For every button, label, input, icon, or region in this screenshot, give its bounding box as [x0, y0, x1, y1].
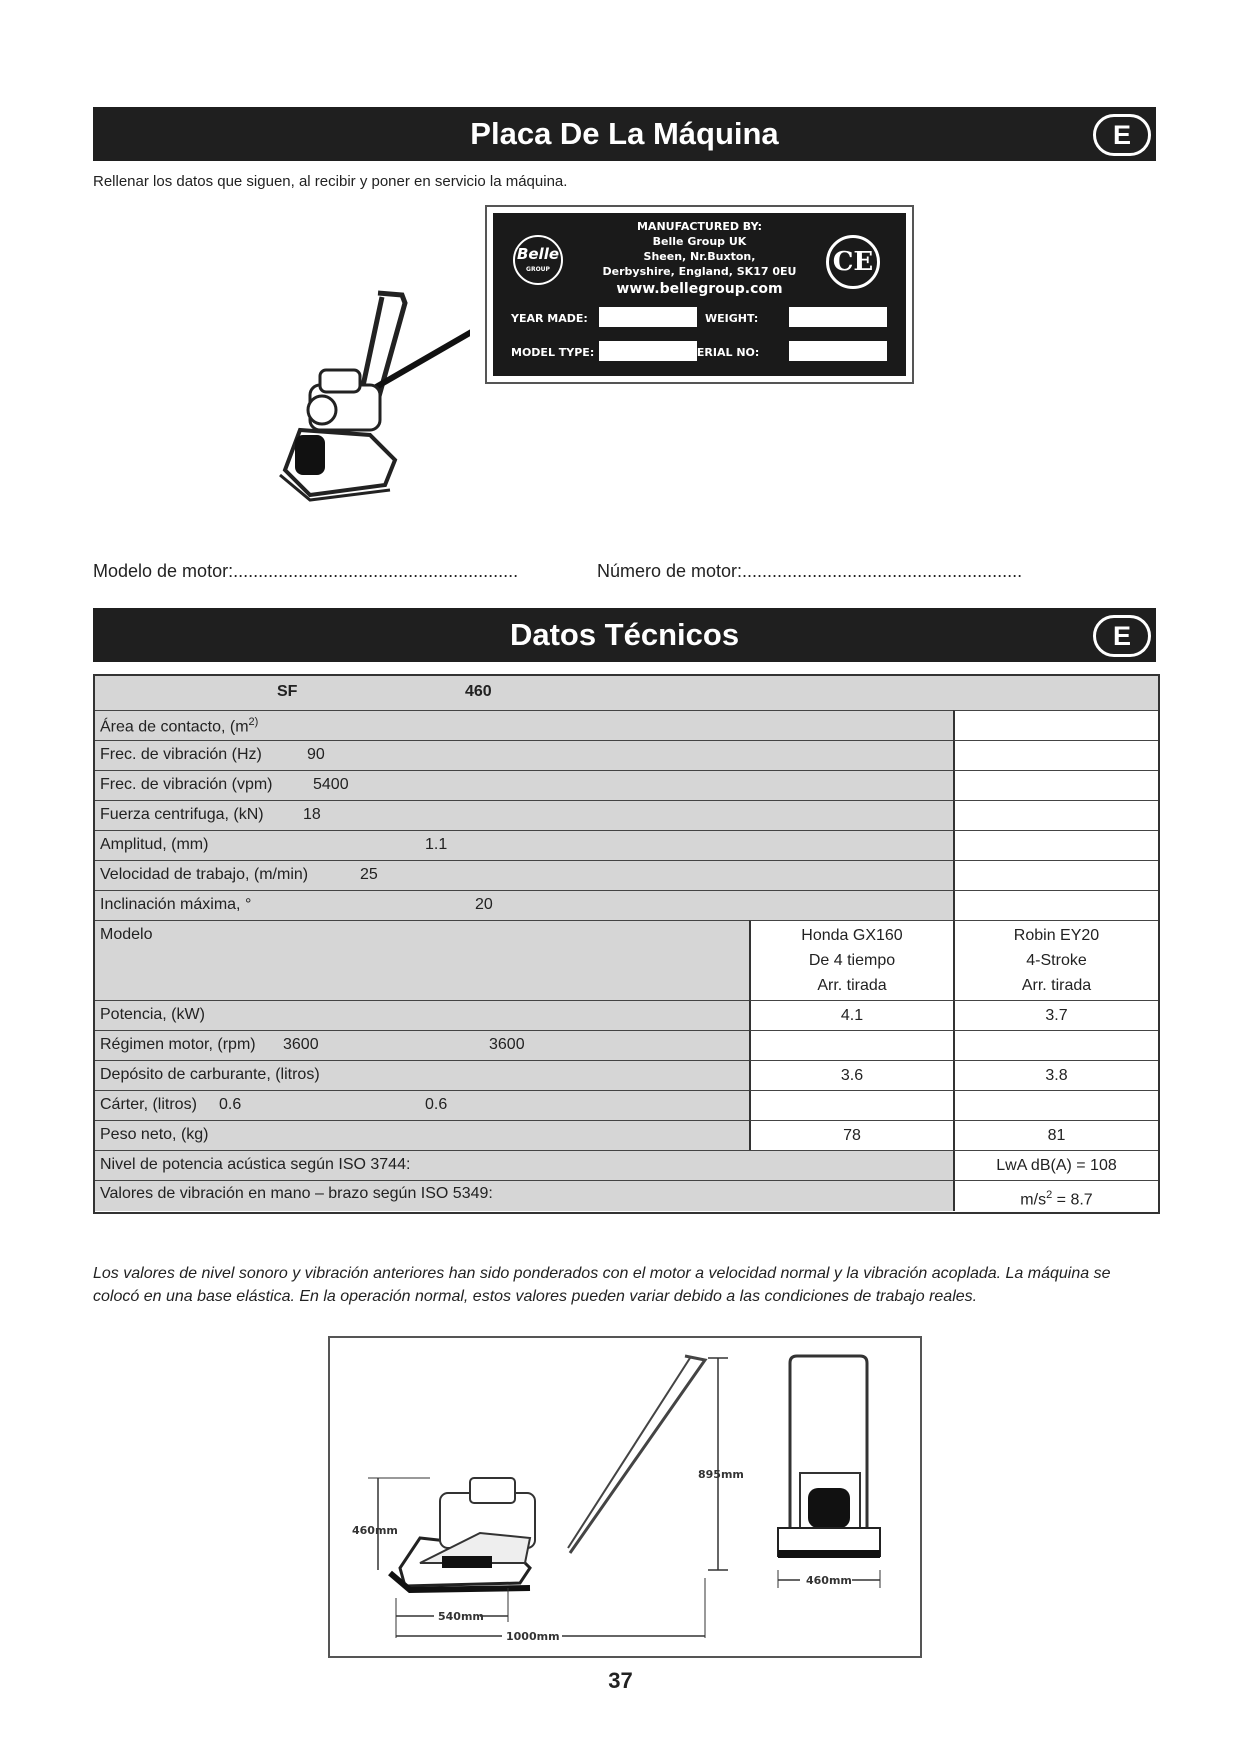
table-row-modelo: Modelo Honda GX160 De 4 tiempo Arr. tirada Robin EY20 4-Stroke Arr. tirada: [95, 920, 1158, 1001]
manufacturer-info: MANUFACTURED BY: Belle Group UK Sheen, Nr.Buxton, Derbyshire, England, SK17 0EU: [602, 220, 797, 278]
language-badge: E: [1093, 615, 1151, 657]
table-row: Fuerza centrifuga, (kN) 18: [95, 800, 1158, 831]
page-number: 37: [608, 1668, 633, 1693]
table-row: Peso neto, (kg) 78 81: [95, 1120, 1158, 1151]
weight-label: WEIGHT:: [705, 312, 759, 325]
website-text: www.bellegroup.com: [616, 281, 783, 297]
engine-number-field: Número de motor:........................................................: [597, 561, 1023, 581]
serial-no-field: [789, 341, 887, 361]
section-header-placa: [93, 107, 1156, 161]
technical-data-table: [93, 674, 1160, 1214]
language-badge: E: [1093, 114, 1151, 156]
dim-height-handle: 895mm: [698, 1468, 744, 1481]
dim-total-length: 1000mm: [506, 1630, 560, 1643]
table-row: Velocidad de trabajo, (m/min) 25: [95, 860, 1158, 891]
table-row: Valores de vibración en mano – brazo según ISO 5349: $m/s^2 = 8.7$: [95, 1180, 1158, 1211]
dimensions-drawing: [330, 1338, 920, 1656]
serial-no-label: SERIAL NO:: [689, 346, 760, 359]
year-made-field: [599, 307, 697, 327]
table-row: Frec. de vibración (vpm) 5400: [95, 770, 1158, 801]
footnote-text: Los valores de nivel sonoro y vibración anteriores han sido ponderados con el motor a velocidad normal y la vibración acoplada. La máquina se colocó en una base elástica. En la operación normal, estos valores pueden variar debido a las condiciones de trabajo reales.: [93, 1265, 1111, 1305]
table-row: Amplitud, (mm) 1.1: [95, 830, 1158, 861]
table-row: Inclinación máxima, ° 20: [95, 890, 1158, 921]
table-row: Frec. de vibración (Hz) 90: [95, 740, 1158, 771]
model-type-label: MODEL TYPE:: [511, 346, 595, 359]
ce-mark-icon: CE: [826, 235, 880, 289]
table-row: Régimen motor, (rpm) 3600 3600: [95, 1030, 1158, 1061]
engine-model-field: Modelo de motor:.........................................................: [93, 561, 519, 581]
table-row: Nivel de potencia acústica según ISO 3744: LwA dB(A) = 108: [95, 1150, 1158, 1181]
table-row: Depósito de carburante, (litros) 3.6 3.8: [95, 1060, 1158, 1091]
model-type-field: [599, 341, 697, 361]
weight-field: [789, 307, 887, 327]
table-row: Potencia, (kW) 4.1 3.7: [95, 1000, 1158, 1031]
dim-width: 460mm: [806, 1574, 852, 1587]
year-made-label: YEAR MADE:: [511, 312, 588, 325]
table-row: Cárter, (litros) 0.6 0.6: [95, 1090, 1158, 1121]
machine-nameplate: [485, 205, 914, 384]
table-row: Área de contacto, ($m^{2)}$: [95, 710, 1158, 741]
dim-height: 460mm: [352, 1524, 398, 1537]
compactor-illustration: [270, 285, 470, 525]
dimensions-diagram: [328, 1336, 922, 1658]
intro-text: Rellenar los datos que siguen, al recibir y poner en servicio la máquina.: [93, 173, 568, 190]
dim-base-length: 540mm: [438, 1610, 484, 1623]
section-title: Datos Técnicos: [509, 617, 740, 652]
section-title: Placa De La Máquina: [470, 116, 779, 151]
section-header-datos: [93, 608, 1156, 662]
belle-logo-icon: Belle GROUP: [513, 235, 563, 285]
table-header-row: SF 460: [95, 676, 1158, 710]
